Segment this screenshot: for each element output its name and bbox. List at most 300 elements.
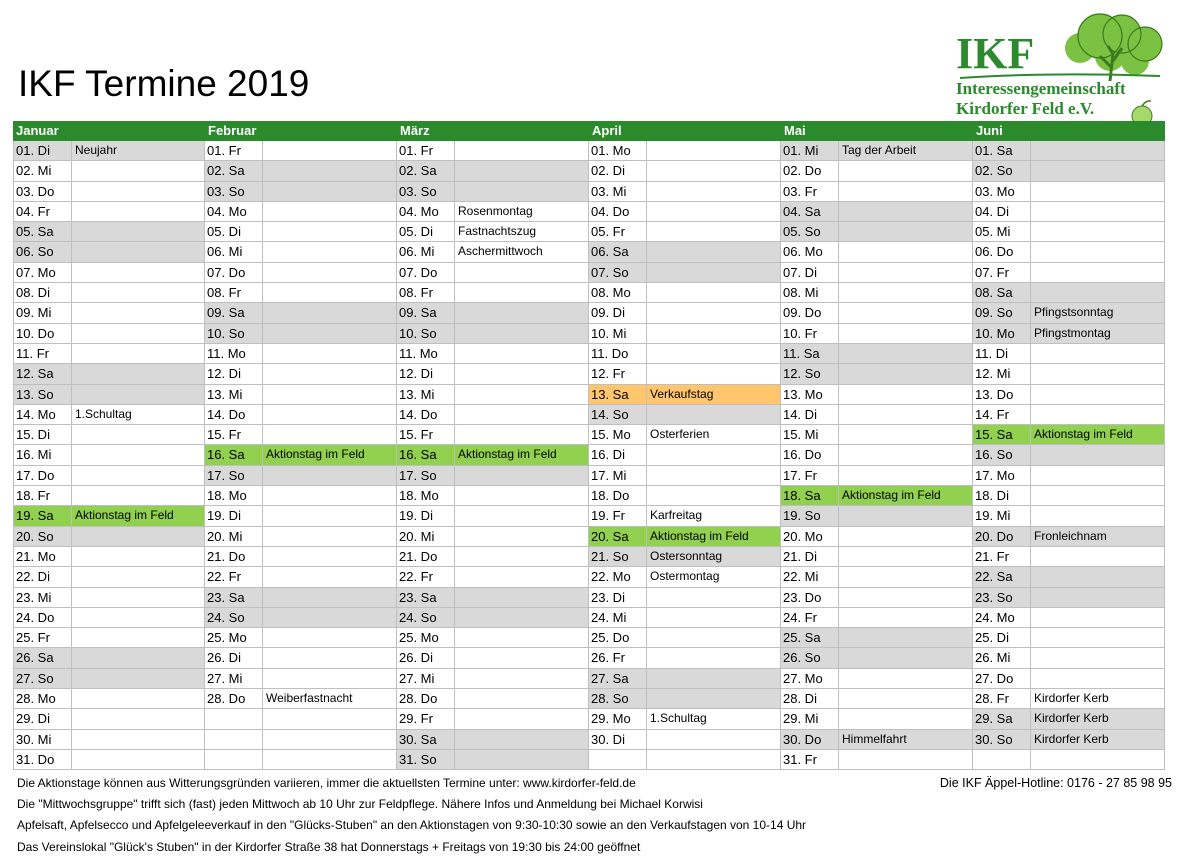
day-label: 24. Fr xyxy=(781,608,839,627)
day-label: 10. So xyxy=(205,324,263,343)
day-row xyxy=(973,648,1165,668)
day-label: 26. Di xyxy=(205,648,263,667)
day-row xyxy=(205,324,397,344)
event-label xyxy=(263,709,396,728)
day-label: 28. Di xyxy=(781,689,839,708)
day-row xyxy=(13,750,205,770)
event-label xyxy=(647,628,780,647)
event-label xyxy=(1031,608,1164,627)
day-label: 08. Di xyxy=(14,283,72,302)
event-label: Aktionstag im Feld xyxy=(458,447,557,462)
day-row xyxy=(589,527,781,547)
day-row xyxy=(589,730,781,750)
day-label: 05. Fr xyxy=(589,222,647,241)
day-row xyxy=(205,648,397,668)
event-label xyxy=(263,750,396,769)
day-label: 30. Do xyxy=(781,730,839,749)
day-row xyxy=(205,182,397,202)
event-label xyxy=(263,222,396,241)
day-row xyxy=(589,364,781,384)
day-label: 09. Sa xyxy=(397,303,455,322)
event-label xyxy=(839,466,972,485)
event-label xyxy=(72,445,204,464)
day-label: 14. Mo xyxy=(14,405,72,424)
day-label: 13. Mi xyxy=(397,385,455,404)
day-row xyxy=(781,527,973,547)
day-label: 28. Do xyxy=(205,689,263,708)
event-label xyxy=(1031,385,1164,404)
day-row xyxy=(13,628,205,648)
event-label: Weiberfastnacht xyxy=(266,691,353,706)
day-row xyxy=(13,527,205,547)
day-label: 22. Fr xyxy=(397,567,455,586)
event-label xyxy=(1031,547,1164,566)
event-label xyxy=(455,182,588,201)
event-label xyxy=(647,141,780,160)
day-row xyxy=(397,141,589,161)
day-label: 15. Mo xyxy=(589,425,647,444)
note-mittwochsgruppe: Die "Mittwochsgruppe" trifft sich (fast) jeden Mittwoch ab 10 Uhr zur Feldpflege. Nähere Infos und Anmeldung bei Michael Korwisi xyxy=(17,797,703,811)
event-label xyxy=(455,628,588,647)
day-row xyxy=(205,283,397,303)
day-label: 26. So xyxy=(781,648,839,667)
day-row xyxy=(13,445,205,465)
event-label xyxy=(455,385,588,404)
day-label: 25. Fr xyxy=(14,628,72,647)
day-label: 13. Mo xyxy=(781,385,839,404)
event-label xyxy=(263,141,396,160)
event-label: Neujahr xyxy=(75,143,118,157)
day-row xyxy=(13,364,205,384)
day-label: 11. Sa xyxy=(781,344,839,363)
day-label: 23. Sa xyxy=(205,588,263,607)
month-header-5: Juni xyxy=(976,123,1003,138)
month-column-5 xyxy=(973,141,1165,770)
day-label: 24. So xyxy=(397,608,455,627)
day-label: 12. Mi xyxy=(973,364,1031,383)
day-label: 05. Di xyxy=(205,222,263,241)
day-row xyxy=(13,689,205,709)
empty-cell xyxy=(205,750,397,770)
event-label xyxy=(839,182,972,201)
month-column-4 xyxy=(781,141,973,770)
day-label: 27. Do xyxy=(973,669,1031,688)
event-label xyxy=(839,344,972,363)
day-label: 20. So xyxy=(14,527,72,546)
day-label: 06. Mi xyxy=(205,242,263,261)
day-row xyxy=(973,506,1165,526)
event-label xyxy=(455,303,588,322)
day-label: 18. Do xyxy=(589,486,647,505)
day-label: 18. Di xyxy=(973,486,1031,505)
event-label xyxy=(839,445,972,464)
event-label xyxy=(647,669,780,688)
day-row xyxy=(13,486,205,506)
day-label: 26. Mi xyxy=(973,648,1031,667)
day-row xyxy=(973,567,1165,587)
day-row xyxy=(781,608,973,628)
event-label xyxy=(839,242,972,261)
event-label xyxy=(647,445,780,464)
day-label: 07. Mo xyxy=(14,263,72,282)
day-row xyxy=(397,648,589,668)
day-label: 27. Mi xyxy=(397,669,455,688)
event-label xyxy=(1031,588,1164,607)
day-label: 31. Fr xyxy=(781,750,839,769)
event-label: Aktionstag im Feld xyxy=(266,447,365,462)
day-label: 13. Sa xyxy=(589,385,647,404)
calendar-grid xyxy=(13,121,1165,770)
event-label xyxy=(839,324,972,343)
day-label: 03. Mo xyxy=(973,182,1031,201)
event-label xyxy=(455,588,588,607)
event-label xyxy=(72,202,204,221)
day-label: 01. Di xyxy=(14,141,72,160)
day-label: 11. Do xyxy=(589,344,647,363)
event-label: Kirdorfer Kerb xyxy=(1034,691,1109,706)
event-label xyxy=(455,405,588,424)
event-label xyxy=(263,303,396,322)
day-label: 29. Mi xyxy=(781,709,839,728)
event-label xyxy=(839,222,972,241)
day-label: 30. Sa xyxy=(397,730,455,749)
day-row xyxy=(589,547,781,567)
event-label xyxy=(647,222,780,241)
day-row xyxy=(205,608,397,628)
day-row xyxy=(781,324,973,344)
day-row xyxy=(397,425,589,445)
event-label xyxy=(839,527,972,546)
day-row xyxy=(973,608,1165,628)
event-label xyxy=(1031,263,1164,282)
day-row xyxy=(397,324,589,344)
day-row xyxy=(781,202,973,222)
logo-line2: Kirdorfer Feld e.V. xyxy=(956,99,1095,118)
day-row xyxy=(781,344,973,364)
event-label xyxy=(72,486,204,505)
day-row xyxy=(973,141,1165,161)
day-row xyxy=(205,161,397,181)
day-row xyxy=(397,364,589,384)
event-label xyxy=(72,283,204,302)
day-row xyxy=(781,303,973,323)
event-label xyxy=(263,669,396,688)
day-label: 29. Di xyxy=(14,709,72,728)
event-label xyxy=(1031,222,1164,241)
day-label: 29. Mo xyxy=(589,709,647,728)
day-row xyxy=(397,689,589,709)
day-row xyxy=(781,750,973,770)
event-label xyxy=(1031,445,1164,464)
event-label xyxy=(455,425,588,444)
day-label: 13. Do xyxy=(973,385,1031,404)
day-label: 21. Mo xyxy=(14,547,72,566)
event-label xyxy=(455,486,588,505)
day-row xyxy=(781,263,973,283)
day-row xyxy=(13,466,205,486)
event-label xyxy=(263,486,396,505)
day-row xyxy=(205,689,397,709)
day-row xyxy=(13,648,205,668)
day-label: 21. Do xyxy=(397,547,455,566)
day-label: 15. Sa xyxy=(973,425,1031,444)
day-label: 10. Fr xyxy=(781,324,839,343)
event-label xyxy=(647,344,780,363)
day-label: 03. Mi xyxy=(589,182,647,201)
event-label xyxy=(263,425,396,444)
day-row xyxy=(397,445,589,465)
day-row xyxy=(973,364,1165,384)
event-label xyxy=(263,242,396,261)
day-label: 19. So xyxy=(781,506,839,525)
event-label xyxy=(839,425,972,444)
event-label xyxy=(72,527,204,546)
event-label xyxy=(72,364,204,383)
event-label xyxy=(647,648,780,667)
day-row xyxy=(781,669,973,689)
day-row xyxy=(13,547,205,567)
day-label: 29. Sa xyxy=(973,709,1031,728)
event-label xyxy=(263,385,396,404)
day-row xyxy=(973,303,1165,323)
day-label: 20. Sa xyxy=(589,527,647,546)
event-label: Ostermontag xyxy=(650,569,720,584)
day-label: 02. Di xyxy=(589,161,647,180)
day-label: 19. Sa xyxy=(14,506,72,525)
day-label: 07. So xyxy=(589,263,647,282)
day-label: 25. Di xyxy=(973,628,1031,647)
event-label xyxy=(839,669,972,688)
event-label xyxy=(839,709,972,728)
event-label xyxy=(839,608,972,627)
month-column-0 xyxy=(13,141,205,770)
day-label: 25. Mo xyxy=(205,628,263,647)
day-row xyxy=(973,263,1165,283)
event-label xyxy=(455,547,588,566)
day-row xyxy=(589,242,781,262)
day-row xyxy=(205,527,397,547)
hotline-text: Die IKF Äppel-Hotline: 0176 - 27 85 98 95 xyxy=(939,776,1172,790)
empty-cell xyxy=(973,750,1165,770)
day-row xyxy=(781,385,973,405)
event-label xyxy=(455,527,588,546)
event-label xyxy=(72,222,204,241)
day-row xyxy=(205,242,397,262)
day-label: 16. Sa xyxy=(205,445,263,464)
day-row xyxy=(589,141,781,161)
day-label: 30. Mi xyxy=(14,730,72,749)
day-row xyxy=(973,161,1165,181)
day-row xyxy=(973,283,1165,303)
day-row xyxy=(13,425,205,445)
day-row xyxy=(973,547,1165,567)
day-label: 18. Mo xyxy=(397,486,455,505)
event-label xyxy=(72,709,204,728)
month-header-2: März xyxy=(400,123,430,138)
day-label: 16. Sa xyxy=(397,445,455,464)
day-row xyxy=(13,324,205,344)
day-row xyxy=(589,283,781,303)
calendar-columns xyxy=(13,141,1165,770)
event-label xyxy=(263,344,396,363)
day-row xyxy=(781,405,973,425)
day-row xyxy=(205,344,397,364)
month-column-1 xyxy=(205,141,397,770)
event-label xyxy=(263,648,396,667)
event-label xyxy=(839,588,972,607)
note-apfelsaft: Apfelsaft, Apfelsecco und Apfelgeleeverkauf in den "Glücks-Stuben" an den Aktionstagen von 9:30-10:30 sowie an den Verkaufstagen von 10-14 Uhr xyxy=(17,818,807,832)
day-label: 08. Fr xyxy=(397,283,455,302)
day-row xyxy=(589,425,781,445)
day-row xyxy=(397,161,589,181)
day-label: 11. Fr xyxy=(14,344,72,363)
event-label xyxy=(455,709,588,728)
event-label xyxy=(647,588,780,607)
day-row xyxy=(781,141,973,161)
day-row xyxy=(397,263,589,283)
day-row xyxy=(781,364,973,384)
day-row xyxy=(973,730,1165,750)
day-label: 15. Di xyxy=(14,425,72,444)
day-row xyxy=(13,263,205,283)
day-label: 02. Sa xyxy=(205,161,263,180)
day-label: 21. So xyxy=(589,547,647,566)
day-label: 17. Fr xyxy=(781,466,839,485)
day-row xyxy=(13,385,205,405)
day-label: 25. Sa xyxy=(781,628,839,647)
day-label: 17. So xyxy=(205,466,263,485)
day-row xyxy=(397,466,589,486)
day-label: 20. Mi xyxy=(205,527,263,546)
event-label: Aktionstag im Feld xyxy=(1034,427,1133,442)
event-label xyxy=(72,344,204,363)
day-row xyxy=(781,182,973,202)
day-row xyxy=(589,303,781,323)
event-label xyxy=(839,689,972,708)
day-row xyxy=(589,486,781,506)
event-label xyxy=(455,466,588,485)
event-label xyxy=(839,628,972,647)
day-label: 07. Di xyxy=(781,263,839,282)
day-row xyxy=(973,222,1165,242)
event-label xyxy=(72,628,204,647)
day-label: 18. Sa xyxy=(781,486,839,505)
day-row xyxy=(589,466,781,486)
day-label: 06. Sa xyxy=(589,242,647,261)
event-label xyxy=(1031,182,1164,201)
event-label: Pfingstsonntag xyxy=(1034,305,1114,320)
event-label xyxy=(1031,567,1164,586)
day-label: 01. Mi xyxy=(781,141,839,160)
event-label xyxy=(647,324,780,343)
event-label xyxy=(839,202,972,221)
day-row xyxy=(13,161,205,181)
day-label: 12. Di xyxy=(205,364,263,383)
day-row xyxy=(781,567,973,587)
event-label xyxy=(455,161,588,180)
event-label xyxy=(647,283,780,302)
day-label xyxy=(205,750,263,769)
day-row xyxy=(589,405,781,425)
event-label xyxy=(263,628,396,647)
event-label xyxy=(72,161,204,180)
day-label: 31. Do xyxy=(14,750,72,769)
day-label: 23. Do xyxy=(781,588,839,607)
day-row xyxy=(589,324,781,344)
day-label: 16. Mi xyxy=(14,445,72,464)
day-label: 01. Sa xyxy=(973,141,1031,160)
day-row xyxy=(205,303,397,323)
event-label xyxy=(72,669,204,688)
event-label xyxy=(1031,750,1164,769)
event-label xyxy=(455,283,588,302)
event-label xyxy=(647,466,780,485)
event-label xyxy=(1031,628,1164,647)
event-label xyxy=(647,689,780,708)
day-row xyxy=(781,486,973,506)
day-row xyxy=(973,445,1165,465)
day-label: 04. Do xyxy=(589,202,647,221)
day-label: 29. Fr xyxy=(397,709,455,728)
event-label xyxy=(1031,283,1164,302)
day-row xyxy=(781,506,973,526)
event-label xyxy=(1031,364,1164,383)
event-label xyxy=(72,385,204,404)
day-label: 06. Do xyxy=(973,242,1031,261)
day-label: 09. Mi xyxy=(14,303,72,322)
day-row xyxy=(13,730,205,750)
month-column-3 xyxy=(589,141,781,770)
day-label: 05. Mi xyxy=(973,222,1031,241)
event-label xyxy=(647,202,780,221)
day-row xyxy=(397,385,589,405)
month-header-0: Januar xyxy=(16,123,59,138)
day-label: 19. Di xyxy=(397,506,455,525)
day-row xyxy=(13,344,205,364)
event-label xyxy=(455,324,588,343)
day-row xyxy=(13,202,205,222)
day-row xyxy=(397,506,589,526)
ikf-logo xyxy=(950,6,1175,128)
day-label: 17. Mo xyxy=(973,466,1031,485)
day-label: 26. Di xyxy=(397,648,455,667)
event-label xyxy=(72,324,204,343)
day-row xyxy=(589,669,781,689)
day-row xyxy=(13,608,205,628)
event-label: Pfingstmontag xyxy=(1034,325,1111,340)
day-row xyxy=(205,222,397,242)
day-label xyxy=(589,750,647,769)
day-row xyxy=(205,588,397,608)
day-row xyxy=(397,202,589,222)
day-row xyxy=(205,567,397,587)
day-row xyxy=(589,344,781,364)
day-row xyxy=(781,222,973,242)
day-row xyxy=(973,486,1165,506)
event-label: Tag der Arbeit xyxy=(842,143,917,157)
event-label xyxy=(839,648,972,667)
day-label: 23. Di xyxy=(589,588,647,607)
day-row xyxy=(397,527,589,547)
day-row xyxy=(397,303,589,323)
day-row xyxy=(781,425,973,445)
day-row xyxy=(973,466,1165,486)
event-label xyxy=(72,588,204,607)
day-label: 17. Mi xyxy=(589,466,647,485)
event-label xyxy=(263,161,396,180)
day-row xyxy=(13,506,205,526)
event-label xyxy=(263,608,396,627)
